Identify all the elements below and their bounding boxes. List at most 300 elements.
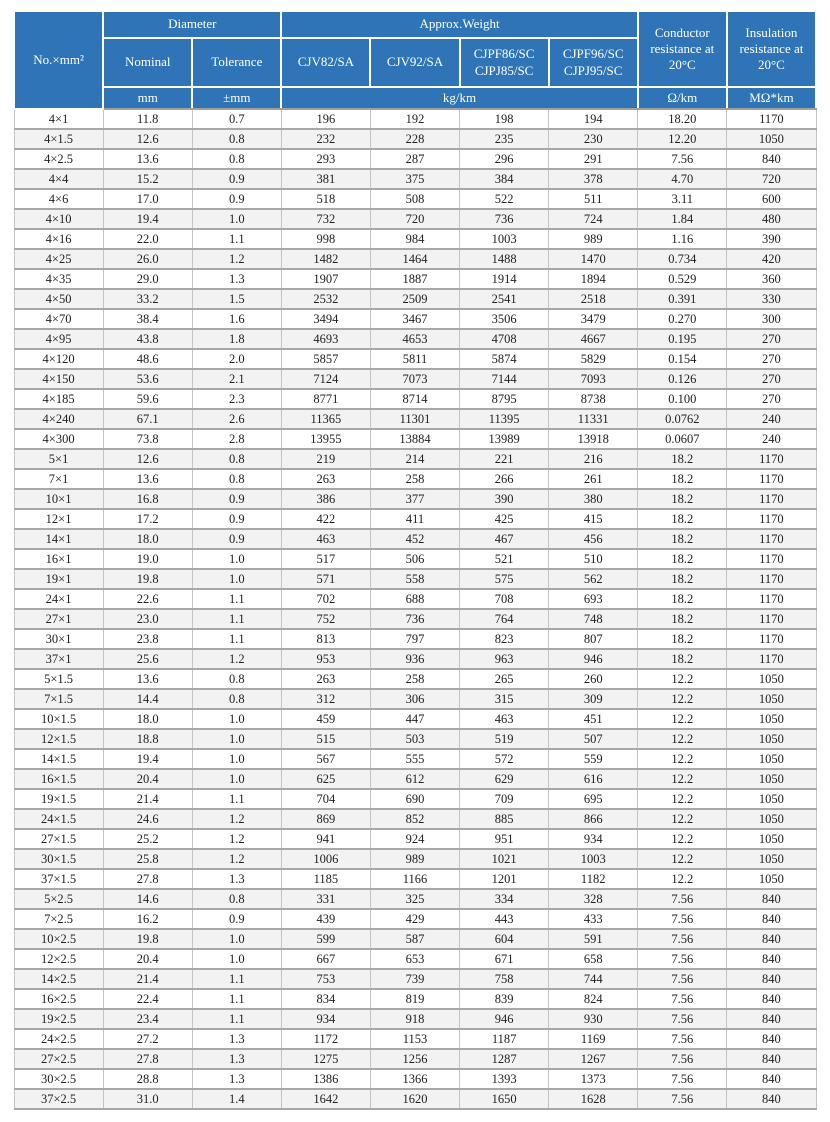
- table-row: [14, 109, 816, 129]
- value-cell: 18.2: [638, 469, 727, 489]
- value-cell: 5811: [370, 349, 459, 369]
- size-cell: 30×1.5: [14, 849, 103, 869]
- value-cell: 216: [549, 449, 638, 469]
- value-cell: 240: [727, 429, 816, 449]
- table-row: [14, 349, 816, 369]
- value-cell: 1.2: [192, 849, 281, 869]
- value-cell: 515: [281, 729, 370, 749]
- value-cell: 1267: [549, 1049, 638, 1069]
- value-cell: 797: [370, 629, 459, 649]
- unit-tolerance-mm: ±mm: [192, 87, 281, 109]
- size-cell: 16×2.5: [14, 989, 103, 1009]
- size-cell: 27×1.5: [14, 829, 103, 849]
- value-cell: 18.2: [638, 569, 727, 589]
- value-cell: 984: [370, 229, 459, 249]
- table-row: [14, 869, 816, 889]
- value-cell: 415: [549, 509, 638, 529]
- size-cell: 4×2.5: [14, 149, 103, 169]
- value-cell: 1914: [460, 269, 549, 289]
- value-cell: 0.8: [192, 669, 281, 689]
- value-cell: 12.2: [638, 669, 727, 689]
- value-cell: 375: [370, 169, 459, 189]
- value-cell: 511: [549, 189, 638, 209]
- value-cell: 517: [281, 549, 370, 569]
- size-cell: 10×2.5: [14, 929, 103, 949]
- size-cell: 30×2.5: [14, 1069, 103, 1089]
- value-cell: 386: [281, 489, 370, 509]
- value-cell: 235: [460, 129, 549, 149]
- value-cell: 18.2: [638, 629, 727, 649]
- table-row: [14, 449, 816, 469]
- value-cell: 1050: [727, 709, 816, 729]
- value-cell: 1.3: [192, 269, 281, 289]
- value-cell: 14.4: [103, 689, 192, 709]
- value-cell: 946: [460, 1009, 549, 1029]
- value-cell: 934: [281, 1009, 370, 1029]
- value-cell: 1887: [370, 269, 459, 289]
- table-row: [14, 1029, 816, 1049]
- value-cell: 422: [281, 509, 370, 529]
- value-cell: 658: [549, 949, 638, 969]
- value-cell: 67.1: [103, 409, 192, 429]
- value-cell: 12.20: [638, 129, 727, 149]
- table-row: [14, 1069, 816, 1089]
- value-cell: 0.9: [192, 169, 281, 189]
- value-cell: 12.2: [638, 849, 727, 869]
- value-cell: 918: [370, 1009, 459, 1029]
- table-row: [14, 629, 816, 649]
- value-cell: 12.2: [638, 749, 727, 769]
- value-cell: 1201: [460, 869, 549, 889]
- size-cell: 27×1: [14, 609, 103, 629]
- value-cell: 1050: [727, 849, 816, 869]
- value-cell: 1.0: [192, 749, 281, 769]
- table-row: [14, 829, 816, 849]
- value-cell: 1.0: [192, 569, 281, 589]
- table-row: [14, 149, 816, 169]
- size-cell: 5×1.5: [14, 669, 103, 689]
- value-cell: 1.16: [638, 229, 727, 249]
- value-cell: 291: [549, 149, 638, 169]
- value-cell: 1170: [727, 549, 816, 569]
- table-row: [14, 949, 816, 969]
- value-cell: 688: [370, 589, 459, 609]
- value-cell: 1021: [460, 849, 549, 869]
- value-cell: 7073: [370, 369, 459, 389]
- value-cell: 5857: [281, 349, 370, 369]
- value-cell: 263: [281, 469, 370, 489]
- value-cell: 59.6: [103, 389, 192, 409]
- value-cell: 18.2: [638, 529, 727, 549]
- value-cell: 7.56: [638, 909, 727, 929]
- value-cell: 28.8: [103, 1069, 192, 1089]
- table-row: [14, 889, 816, 909]
- value-cell: 1170: [727, 609, 816, 629]
- value-cell: 443: [460, 909, 549, 929]
- value-cell: 230: [549, 129, 638, 149]
- size-cell: 30×1: [14, 629, 103, 649]
- value-cell: 8714: [370, 389, 459, 409]
- value-cell: 18.20: [638, 109, 727, 129]
- header-cjv92: CJV92/SA: [370, 38, 459, 87]
- table-row: [14, 849, 816, 869]
- value-cell: 306: [370, 689, 459, 709]
- value-cell: 53.6: [103, 369, 192, 389]
- table-row: [14, 529, 816, 549]
- value-cell: 390: [727, 229, 816, 249]
- value-cell: 18.2: [638, 509, 727, 529]
- value-cell: 22.6: [103, 589, 192, 609]
- value-cell: 17.2: [103, 509, 192, 529]
- value-cell: 270: [727, 349, 816, 369]
- value-cell: 1.0: [192, 729, 281, 749]
- table-row: [14, 429, 816, 449]
- value-cell: 13.6: [103, 669, 192, 689]
- header-cjpf96: [549, 38, 638, 87]
- value-cell: 3467: [370, 309, 459, 329]
- value-cell: 261: [549, 469, 638, 489]
- table-row: [14, 309, 816, 329]
- value-cell: 604: [460, 929, 549, 949]
- value-cell: 219: [281, 449, 370, 469]
- value-cell: 0.8: [192, 469, 281, 489]
- value-cell: 0.9: [192, 189, 281, 209]
- value-cell: 8771: [281, 389, 370, 409]
- value-cell: 936: [370, 649, 459, 669]
- value-cell: 425: [460, 509, 549, 529]
- header-approx-weight: Approx.Weight: [281, 11, 637, 38]
- value-cell: 1050: [727, 869, 816, 889]
- value-cell: 1386: [281, 1069, 370, 1089]
- value-cell: 2.8: [192, 429, 281, 449]
- value-cell: 567: [281, 749, 370, 769]
- value-cell: 270: [727, 389, 816, 409]
- value-cell: 11301: [370, 409, 459, 429]
- value-cell: 758: [460, 969, 549, 989]
- table-row: [14, 509, 816, 529]
- value-cell: 334: [460, 889, 549, 909]
- value-cell: 1187: [460, 1029, 549, 1049]
- size-cell: 12×2.5: [14, 949, 103, 969]
- value-cell: 702: [281, 589, 370, 609]
- value-cell: 503: [370, 729, 459, 749]
- size-cell: 37×2.5: [14, 1089, 103, 1109]
- value-cell: 19.8: [103, 569, 192, 589]
- value-cell: 19.4: [103, 209, 192, 229]
- header-nominal: Nominal: [103, 38, 192, 87]
- value-cell: 7.56: [638, 1049, 727, 1069]
- value-cell: 293: [281, 149, 370, 169]
- size-cell: 5×2.5: [14, 889, 103, 909]
- value-cell: 1050: [727, 129, 816, 149]
- value-cell: 1.0: [192, 209, 281, 229]
- table-row: [14, 609, 816, 629]
- value-cell: 0.8: [192, 129, 281, 149]
- size-cell: 4×10: [14, 209, 103, 229]
- table-row: [14, 389, 816, 409]
- value-cell: 11.8: [103, 109, 192, 129]
- value-cell: 12.2: [638, 809, 727, 829]
- value-cell: 507: [549, 729, 638, 749]
- value-cell: 834: [281, 989, 370, 1009]
- value-cell: 429: [370, 909, 459, 929]
- table-row: [14, 469, 816, 489]
- table-header: [14, 11, 816, 109]
- value-cell: 439: [281, 909, 370, 929]
- table-body: [14, 109, 816, 1109]
- size-cell: 7×2.5: [14, 909, 103, 929]
- value-cell: 522: [460, 189, 549, 209]
- value-cell: 1.3: [192, 1029, 281, 1049]
- value-cell: 452: [370, 529, 459, 549]
- value-cell: 1.1: [192, 629, 281, 649]
- value-cell: 0.154: [638, 349, 727, 369]
- value-cell: 724: [549, 209, 638, 229]
- value-cell: 377: [370, 489, 459, 509]
- header-cjpf86-line2: CJPJ85/SC: [474, 62, 534, 78]
- table-row: [14, 249, 816, 269]
- value-cell: 12.6: [103, 129, 192, 149]
- value-cell: 7.56: [638, 989, 727, 1009]
- table-row: [14, 369, 816, 389]
- unit-conductor: Ω/km: [638, 87, 727, 109]
- size-cell: 4×1.5: [14, 129, 103, 149]
- value-cell: 1.8: [192, 329, 281, 349]
- value-cell: 1.1: [192, 969, 281, 989]
- value-cell: 839: [460, 989, 549, 1009]
- value-cell: 73.8: [103, 429, 192, 449]
- value-cell: 451: [549, 709, 638, 729]
- value-cell: 27.8: [103, 869, 192, 889]
- value-cell: 1642: [281, 1089, 370, 1109]
- value-cell: 2.6: [192, 409, 281, 429]
- size-cell: 4×70: [14, 309, 103, 329]
- value-cell: 7.56: [638, 1069, 727, 1089]
- value-cell: 0.270: [638, 309, 727, 329]
- value-cell: 1170: [727, 469, 816, 489]
- size-cell: 4×50: [14, 289, 103, 309]
- value-cell: 519: [460, 729, 549, 749]
- table-row: [14, 789, 816, 809]
- value-cell: 599: [281, 929, 370, 949]
- value-cell: 0.8: [192, 889, 281, 909]
- value-cell: 300: [727, 309, 816, 329]
- unit-insulation: MΩ*km: [727, 87, 816, 109]
- value-cell: 240: [727, 409, 816, 429]
- value-cell: 33.2: [103, 289, 192, 309]
- size-cell: 4×95: [14, 329, 103, 349]
- value-cell: 998: [281, 229, 370, 249]
- value-cell: 600: [727, 189, 816, 209]
- value-cell: 1.1: [192, 609, 281, 629]
- value-cell: 8795: [460, 389, 549, 409]
- value-cell: 1050: [727, 729, 816, 749]
- value-cell: 192: [370, 109, 459, 129]
- table-row: [14, 189, 816, 209]
- value-cell: 1172: [281, 1029, 370, 1049]
- value-cell: 1.1: [192, 789, 281, 809]
- value-cell: 18.2: [638, 609, 727, 629]
- value-cell: 258: [370, 669, 459, 689]
- value-cell: 4693: [281, 329, 370, 349]
- value-cell: 840: [727, 989, 816, 1009]
- value-cell: 16.2: [103, 909, 192, 929]
- value-cell: 330: [727, 289, 816, 309]
- value-cell: 21.4: [103, 969, 192, 989]
- value-cell: 1185: [281, 869, 370, 889]
- value-cell: 12.2: [638, 729, 727, 749]
- size-cell: 4×240: [14, 409, 103, 429]
- value-cell: 463: [281, 529, 370, 549]
- value-cell: 0.8: [192, 689, 281, 709]
- value-cell: 18.2: [638, 589, 727, 609]
- value-cell: 736: [460, 209, 549, 229]
- table-row: [14, 589, 816, 609]
- header-cjpf96-line1: CJPF96/SC: [562, 45, 624, 61]
- value-cell: 1170: [727, 569, 816, 589]
- value-cell: 378: [549, 169, 638, 189]
- value-cell: 38.4: [103, 309, 192, 329]
- value-cell: 13989: [460, 429, 549, 449]
- value-cell: 4653: [370, 329, 459, 349]
- header-tolerance: Tolerance: [192, 38, 281, 87]
- size-cell: 10×1: [14, 489, 103, 509]
- value-cell: 1003: [460, 229, 549, 249]
- value-cell: 19.8: [103, 929, 192, 949]
- value-cell: 629: [460, 769, 549, 789]
- value-cell: 1.0: [192, 929, 281, 949]
- value-cell: 840: [727, 949, 816, 969]
- value-cell: 506: [370, 549, 459, 569]
- table-row: [14, 1089, 816, 1109]
- size-cell: 12×1.5: [14, 729, 103, 749]
- value-cell: 1170: [727, 589, 816, 609]
- value-cell: 25.2: [103, 829, 192, 849]
- value-cell: 823: [460, 629, 549, 649]
- value-cell: 0.195: [638, 329, 727, 349]
- value-cell: 1628: [549, 1089, 638, 1109]
- value-cell: 840: [727, 889, 816, 909]
- value-cell: 287: [370, 149, 459, 169]
- value-cell: 1366: [370, 1069, 459, 1089]
- value-cell: 0.9: [192, 909, 281, 929]
- value-cell: 12.2: [638, 689, 727, 709]
- value-cell: 7.56: [638, 149, 727, 169]
- value-cell: 720: [727, 169, 816, 189]
- value-cell: 25.6: [103, 649, 192, 669]
- value-cell: 852: [370, 809, 459, 829]
- value-cell: 194: [549, 109, 638, 129]
- value-cell: 1.2: [192, 829, 281, 849]
- table-row: [14, 409, 816, 429]
- size-cell: 14×2.5: [14, 969, 103, 989]
- table-row: [14, 749, 816, 769]
- value-cell: 1170: [727, 509, 816, 529]
- value-cell: 1050: [727, 809, 816, 829]
- value-cell: 258: [370, 469, 459, 489]
- value-cell: 4667: [549, 329, 638, 349]
- value-cell: 7.56: [638, 889, 727, 909]
- value-cell: 510: [549, 549, 638, 569]
- value-cell: 12.2: [638, 829, 727, 849]
- size-cell: 4×4: [14, 169, 103, 189]
- value-cell: 1650: [460, 1089, 549, 1109]
- value-cell: 12.2: [638, 789, 727, 809]
- value-cell: 5874: [460, 349, 549, 369]
- value-cell: 0.9: [192, 509, 281, 529]
- value-cell: 381: [281, 169, 370, 189]
- value-cell: 946: [549, 649, 638, 669]
- value-cell: 587: [370, 929, 459, 949]
- value-cell: 521: [460, 549, 549, 569]
- value-cell: 26.0: [103, 249, 192, 269]
- value-cell: 1907: [281, 269, 370, 289]
- value-cell: 14.6: [103, 889, 192, 909]
- value-cell: 0.391: [638, 289, 727, 309]
- value-cell: 1.0: [192, 709, 281, 729]
- table-row: [14, 169, 816, 189]
- header-cjpf96-line2: CJPJ95/SC: [563, 62, 623, 78]
- value-cell: 12.2: [638, 709, 727, 729]
- value-cell: 1488: [460, 249, 549, 269]
- value-cell: 0.100: [638, 389, 727, 409]
- size-cell: 4×25: [14, 249, 103, 269]
- value-cell: 1170: [727, 489, 816, 509]
- value-cell: 667: [281, 949, 370, 969]
- value-cell: 11331: [549, 409, 638, 429]
- table-row: [14, 1009, 816, 1029]
- value-cell: 0.0607: [638, 429, 727, 449]
- value-cell: 732: [281, 209, 370, 229]
- value-cell: 575: [460, 569, 549, 589]
- table-row: [14, 569, 816, 589]
- value-cell: 13.6: [103, 469, 192, 489]
- table-row: [14, 289, 816, 309]
- size-cell: 24×2.5: [14, 1029, 103, 1049]
- spec-sheet-page: [13, 10, 817, 1110]
- value-cell: 753: [281, 969, 370, 989]
- header-insulation-resistance: Insulation resistance at 20°C: [727, 11, 816, 87]
- value-cell: 198: [460, 109, 549, 129]
- value-cell: 1464: [370, 249, 459, 269]
- value-cell: 411: [370, 509, 459, 529]
- value-cell: 12.6: [103, 449, 192, 469]
- value-cell: 18.2: [638, 489, 727, 509]
- value-cell: 953: [281, 649, 370, 669]
- value-cell: 23.8: [103, 629, 192, 649]
- value-cell: 1.2: [192, 649, 281, 669]
- value-cell: 671: [460, 949, 549, 969]
- value-cell: 13.6: [103, 149, 192, 169]
- value-cell: 20.4: [103, 949, 192, 969]
- header-cjv82: CJV82/SA: [281, 38, 370, 87]
- value-cell: 840: [727, 1069, 816, 1089]
- value-cell: 720: [370, 209, 459, 229]
- value-cell: 616: [549, 769, 638, 789]
- value-cell: 1.1: [192, 589, 281, 609]
- value-cell: 0.0762: [638, 409, 727, 429]
- value-cell: 463: [460, 709, 549, 729]
- value-cell: 7.56: [638, 1029, 727, 1049]
- value-cell: 25.8: [103, 849, 192, 869]
- size-cell: 37×1: [14, 649, 103, 669]
- size-cell: 37×1.5: [14, 869, 103, 889]
- value-cell: 951: [460, 829, 549, 849]
- value-cell: 1256: [370, 1049, 459, 1069]
- value-cell: 1.3: [192, 869, 281, 889]
- value-cell: 840: [727, 1089, 816, 1109]
- size-cell: 24×1.5: [14, 809, 103, 829]
